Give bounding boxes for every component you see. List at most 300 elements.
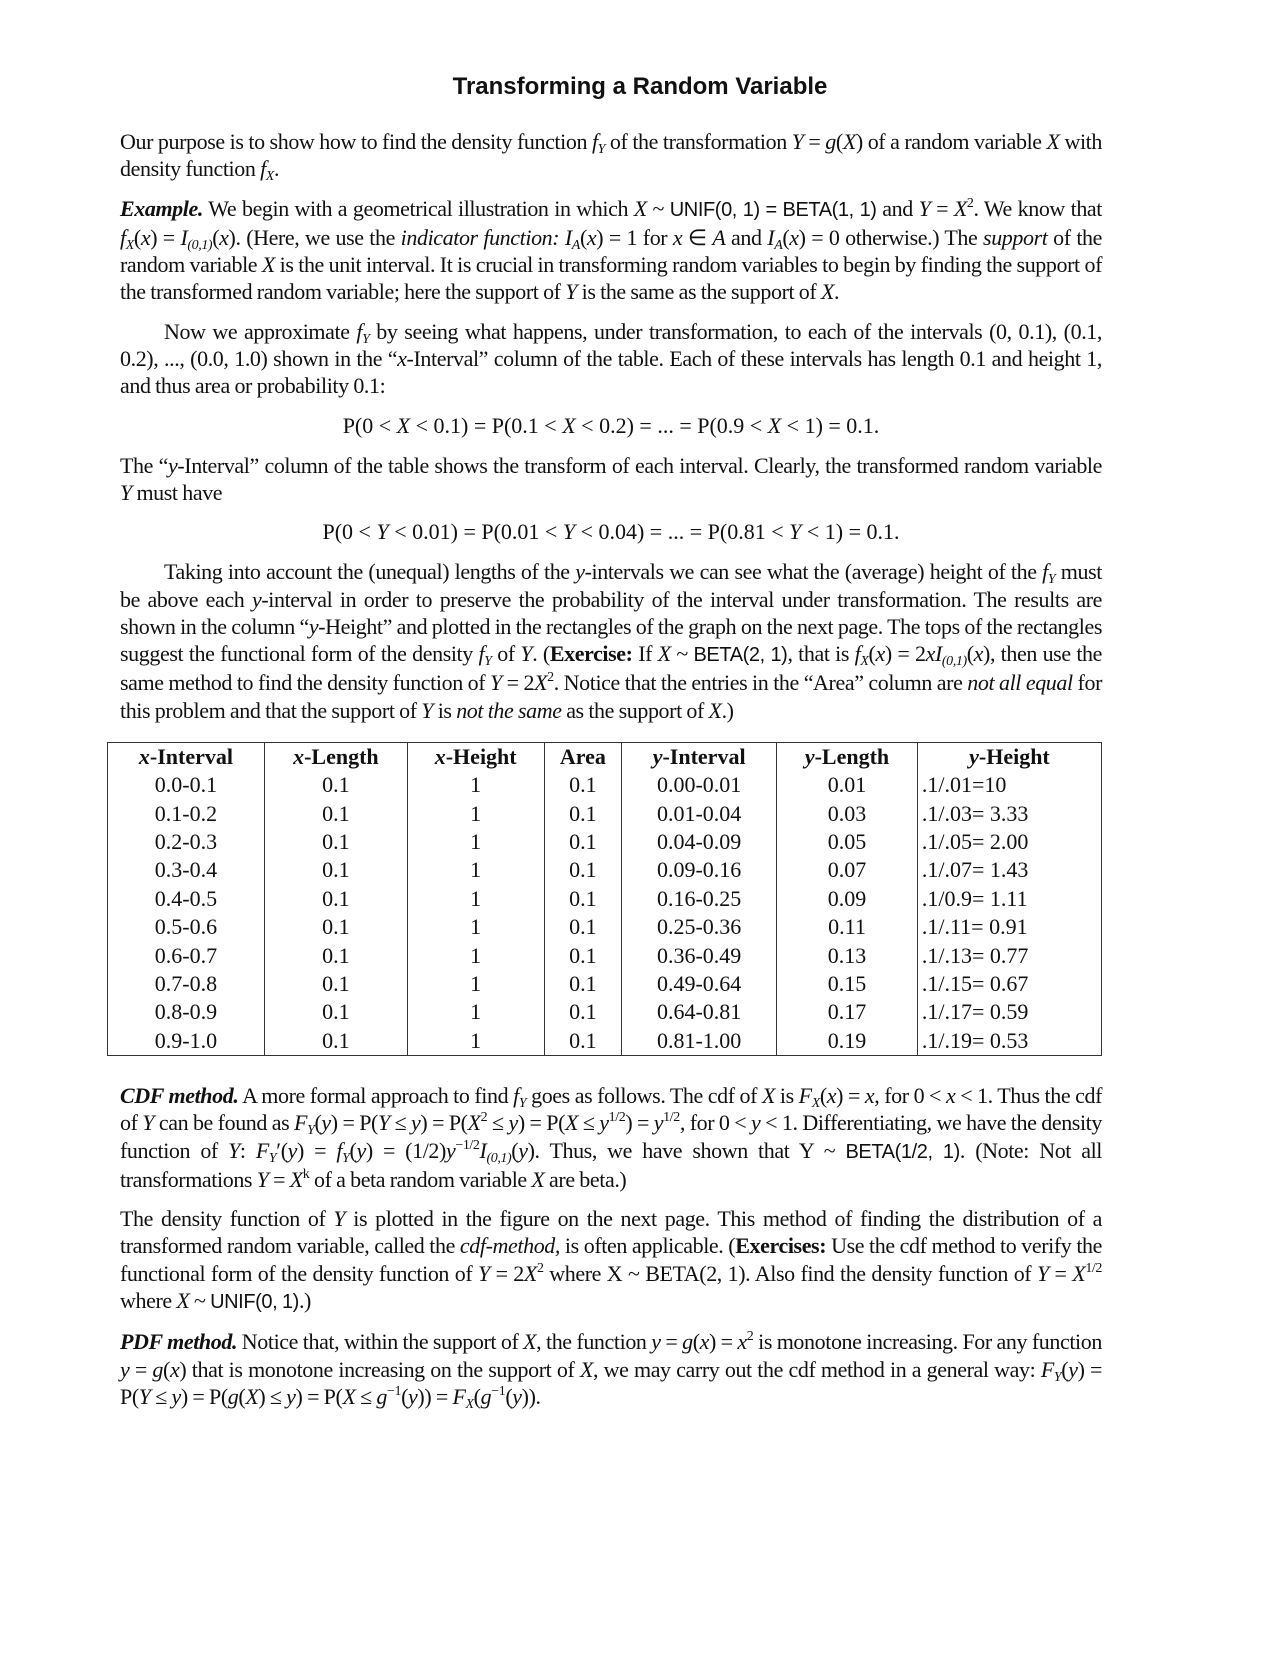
table-cell: 1 — [407, 799, 544, 827]
text-run: k — [302, 1166, 310, 1182]
equation-x-probabilities — [120, 412, 1102, 440]
text-run: X — [761, 1082, 776, 1108]
table-cell: 0.1 — [544, 970, 622, 998]
text-run: X — [534, 670, 548, 696]
column-header: x-Interval — [108, 743, 265, 772]
text-run: . Notice that the entries in the “Area” column are — [553, 670, 968, 696]
text-run: F — [452, 1383, 466, 1409]
text-run: . — [273, 156, 280, 182]
text-run: f — [478, 641, 485, 667]
text-run: F — [798, 1082, 812, 1108]
text-run: ) = — [625, 1110, 654, 1136]
text-run: , for 0 < — [679, 1110, 752, 1136]
text-run: and — [725, 224, 768, 250]
text-run: x — [737, 1329, 747, 1355]
table-cell: 0.5-0.6 — [108, 913, 265, 941]
text-run: . — [833, 279, 840, 305]
text-run: 1/2 — [1085, 1260, 1103, 1276]
text-run: A — [712, 224, 726, 250]
text-run: I — [479, 1137, 487, 1163]
table-cell: 1 — [407, 771, 544, 799]
table-cell: 0.36-0.49 — [622, 941, 777, 969]
table-cell: 0.1 — [264, 885, 407, 913]
text-run: -Height” and plotted in the rectangles of the graph on the next page. The tops of the rectangles suggest the functional form of the density — [120, 613, 1103, 667]
text-run: A — [774, 237, 783, 253]
text-run: is the same as the support of — [577, 279, 821, 305]
text-run: X — [531, 1166, 545, 1192]
table-cell: .1/.03= 3.33 — [917, 799, 1101, 827]
text-run: X — [579, 1356, 593, 1382]
text-run: = — [803, 129, 826, 154]
table-row — [108, 828, 1102, 856]
text-run: 1/2 — [663, 1110, 680, 1126]
text-run: X — [811, 1095, 820, 1111]
table-cell: 0.04-0.09 — [622, 828, 777, 856]
text-run: f — [1042, 559, 1048, 585]
text-run: ≤ — [355, 1383, 377, 1409]
text-run: x — [864, 1082, 875, 1108]
text-run: not the same — [456, 697, 562, 723]
text-run: Y — [342, 1150, 350, 1166]
table-cell: 0.1 — [264, 1027, 407, 1056]
text-run: ( — [835, 129, 843, 154]
text-run: y — [599, 1110, 609, 1136]
table-cell: .1/.17= 0.59 — [917, 998, 1101, 1026]
text-run: Y — [138, 1383, 151, 1409]
text-run: Y — [1036, 1260, 1049, 1286]
text-run: ( — [314, 1110, 322, 1136]
table-cell: 0.1 — [544, 799, 622, 827]
text-run: indicator function: I — [400, 224, 572, 250]
text-run: )) = — [417, 1383, 453, 1409]
table-cell: 0.0-0.1 — [108, 771, 265, 799]
text-run: ) = — [709, 1329, 738, 1355]
text-run: and — [876, 195, 919, 221]
text-run: y — [287, 1137, 298, 1163]
text-run: g — [227, 1383, 239, 1409]
text-run: ( — [349, 1137, 357, 1163]
pdf-method-paragraph — [120, 1328, 1102, 1410]
text-run: f — [120, 224, 126, 250]
text-run: ( — [819, 1082, 827, 1108]
text-run: Taking into account the (unequal) lengths of the — [164, 559, 576, 585]
text-run: Y — [120, 479, 132, 505]
text-run: UNIF(0, 1) = BETA(1, 1) — [669, 198, 877, 221]
text-run: cdf-method, — [459, 1233, 560, 1259]
text-run: X — [562, 412, 576, 438]
heights-paragraph — [120, 558, 1102, 724]
table-cell: 0.1 — [264, 828, 407, 856]
table-cell: 0.1 — [544, 771, 622, 799]
text-run: ) = P( — [295, 1383, 343, 1409]
text-run: is — [775, 1082, 799, 1108]
text-run: must have — [131, 479, 223, 505]
table-cell: 0.15 — [777, 970, 918, 998]
text-run: F — [255, 1137, 269, 1163]
text-run: x — [140, 224, 151, 250]
text-run: 2 — [746, 1329, 754, 1345]
text-run: Y — [377, 1110, 390, 1136]
column-header: y-Interval — [622, 743, 777, 772]
text-run: ( — [238, 1383, 246, 1409]
text-run: y — [508, 1110, 518, 1136]
table-cell: 0.8-0.9 — [108, 998, 265, 1026]
table-cell: 0.64-0.81 — [622, 998, 777, 1026]
text-run: = — [1048, 1260, 1073, 1286]
text-run: < 0.1) = P(0.1 < — [410, 412, 563, 438]
text-run: = 2 — [501, 670, 535, 696]
text-run: ( — [212, 224, 220, 250]
text-run: for this problem and that the support of — [120, 670, 1102, 723]
table-cell: 0.1 — [544, 1027, 622, 1056]
text-run: Now we approximate — [164, 318, 357, 344]
text-run: (0,1) — [486, 1150, 512, 1166]
text-run: y — [411, 1110, 421, 1136]
density-plot-paragraph — [120, 1205, 1102, 1316]
text-run: < 1. Differentiating, we have the density function of — [120, 1110, 1102, 1163]
text-run: , the function — [536, 1329, 652, 1355]
text-run: x — [945, 1082, 956, 1108]
text-run: X — [176, 1288, 190, 1314]
y-interval-paragraph — [120, 452, 1102, 507]
equation-y-probabilities — [120, 518, 1102, 546]
text-run: x — [699, 1329, 710, 1355]
text-run: ≤ — [389, 1110, 412, 1136]
text-run: .) — [298, 1288, 311, 1314]
table-cell: 0.01-0.04 — [622, 799, 777, 827]
text-run: xI — [925, 641, 942, 667]
table-cell: 0.3-0.4 — [108, 856, 265, 884]
table-cell: 0.1 — [264, 799, 407, 827]
text-run: Y — [421, 697, 434, 723]
text-run: < 1. Thus the cdf of — [120, 1082, 1102, 1136]
text-run: Y — [597, 142, 606, 157]
table-cell: 0.4-0.5 — [108, 885, 265, 913]
text-run: A — [571, 237, 580, 253]
text-run: X — [820, 279, 834, 305]
text-run: ) = — [150, 224, 181, 250]
text-run: of the transformation — [605, 129, 792, 154]
text-run: Y — [1053, 1369, 1062, 1385]
text-run: f — [854, 641, 861, 667]
text-run: P(0 < — [342, 412, 397, 438]
table-cell: 1 — [407, 856, 544, 884]
text-run: ′( — [276, 1137, 288, 1163]
text-run: ( — [579, 224, 587, 250]
table-cell: 0.1 — [544, 885, 622, 913]
text-run: -Interval” column of the table. Each of these intervals has length 0.1 and height 1, and thus area or probability 0.1: — [120, 346, 1102, 399]
text-run: 2 — [480, 1110, 488, 1126]
table-row — [108, 941, 1102, 969]
text-run: of — [491, 641, 521, 667]
text-run: We begin with a geometrical illustration in which — [202, 195, 634, 221]
text-run: Y — [142, 1110, 155, 1136]
text-run: ) that is monotone increasing on the support of — [179, 1356, 580, 1382]
text-run: ) ≤ — [258, 1383, 287, 1409]
text-run: UNIF(0, 1) — [210, 1291, 299, 1314]
table-cell: 0.2-0.3 — [108, 828, 265, 856]
text-run: g — [825, 129, 836, 154]
text-run: X — [523, 1260, 537, 1286]
text-run: )). — [521, 1383, 541, 1409]
table-cell: 1 — [407, 998, 544, 1026]
text-run: ). Thus, we have shown that Y ~ — [527, 1137, 846, 1163]
table-cell: 1 — [407, 941, 544, 969]
table-cell: 0.1 — [544, 828, 622, 856]
text-run: ) = P( — [330, 1110, 378, 1136]
text-run: -Interval” column of the table shows the transform of each interval. Clearly, the transformed random variable — [177, 452, 1103, 478]
table-cell: 0.81-1.00 — [622, 1027, 777, 1056]
text-run: = 2 — [489, 1260, 524, 1286]
text-run: < 0.01) = P(0.01 < — [388, 519, 563, 545]
approximation-paragraph — [120, 318, 1102, 400]
text-run: < 1) = 0.1. — [781, 412, 880, 438]
text-run: is the unit interval. It is crucial in transforming random variables to begin by finding the support of the transformed random variable; here the support of — [120, 252, 1102, 305]
text-run: ) = P( — [517, 1110, 566, 1136]
text-run: Y — [333, 1206, 346, 1232]
table-row — [108, 1027, 1102, 1056]
column-header: y-Height — [917, 743, 1101, 772]
text-run: ( — [692, 1329, 700, 1355]
text-run: y — [408, 1383, 418, 1409]
text-run: X — [467, 1110, 481, 1136]
text-run: y — [321, 1110, 331, 1136]
table-cell: 0.1 — [544, 941, 622, 969]
text-run: ) = (1/2) — [365, 1137, 446, 1163]
text-run: 1/2 — [608, 1110, 626, 1126]
text-run: PDF method. — [120, 1329, 238, 1355]
table-cell: .1/.19= 0.53 — [917, 1027, 1101, 1056]
text-run: ≤ — [150, 1383, 172, 1409]
text-run: 2 — [536, 1260, 544, 1276]
text-run: = — [129, 1356, 153, 1382]
text-run: The “ — [120, 452, 168, 478]
text-run: BETA(1/2, 1) — [845, 1140, 960, 1163]
table-cell: .1/.01=10 — [917, 771, 1101, 799]
table-cell: 0.16-0.25 — [622, 885, 777, 913]
text-run: y — [356, 1137, 366, 1163]
text-run: y — [653, 1110, 664, 1136]
text-run: ( — [966, 641, 974, 667]
text-run: ~ — [189, 1288, 211, 1314]
text-run: ), then use the same method to find the density function of — [120, 641, 1102, 696]
text-run: ( — [163, 1356, 170, 1382]
table-row — [108, 885, 1102, 913]
table-cell: 0.05 — [777, 828, 918, 856]
text-run: X — [708, 697, 722, 723]
text-run: 2 — [547, 670, 554, 686]
text-run: Y — [228, 1137, 240, 1163]
text-run: X — [633, 195, 647, 221]
text-run: ( — [505, 1383, 513, 1409]
text-run: y — [167, 452, 178, 478]
text-run: y — [445, 1137, 456, 1163]
text-run: y — [286, 1383, 296, 1409]
text-run: can be found as — [154, 1110, 295, 1136]
text-run: X — [523, 1329, 537, 1355]
text-run: not all equal — [967, 670, 1073, 696]
text-run: . ( — [532, 641, 550, 667]
text-run: Use the cdf method to verify the functional form of the density function of — [120, 1233, 1102, 1286]
example-paragraph — [120, 195, 1102, 306]
table-cell: 1 — [407, 828, 544, 856]
text-run: y — [1068, 1356, 1078, 1382]
text-run: y — [171, 1383, 181, 1409]
text-run: = — [268, 1166, 290, 1192]
text-run: < 1) = 0.1. — [801, 519, 900, 545]
table-cell: 0.7-0.8 — [108, 970, 265, 998]
table-row — [108, 856, 1102, 884]
text-run: y — [512, 1383, 522, 1409]
table-cell: 0.6-0.7 — [108, 941, 265, 969]
text-run: y — [251, 586, 262, 612]
text-run: ) = 0 otherwise.) The — [798, 224, 984, 250]
text-run: ( — [868, 641, 876, 667]
text-run: = — [660, 1329, 683, 1355]
table-row — [108, 998, 1102, 1026]
text-run: ≤ — [578, 1110, 600, 1136]
table-cell: .1/0.9= 1.11 — [917, 885, 1101, 913]
text-run: Y — [478, 1260, 490, 1286]
text-run: x — [789, 224, 799, 250]
text-run: x — [219, 224, 229, 250]
table-row — [108, 799, 1102, 827]
text-run: x — [672, 224, 683, 250]
table-cell: 0.03 — [777, 799, 918, 827]
text-run: X — [125, 237, 134, 253]
table-body — [108, 771, 1102, 1055]
text-run: X — [860, 654, 869, 670]
text-run: Y — [565, 279, 578, 305]
text-run: (0,1) — [941, 654, 967, 670]
text-run: The density function of — [120, 1206, 334, 1232]
text-run: (0,1) — [187, 237, 213, 253]
text-run: -intervals we can see what the (average) height of the — [584, 559, 1043, 585]
text-run: x — [826, 1082, 837, 1108]
document-title: Transforming a Random Variable — [452, 73, 828, 100]
text-run: ( — [133, 224, 141, 250]
interval-table — [107, 742, 1102, 1056]
text-run: Y — [520, 641, 533, 667]
text-run: x — [973, 641, 984, 667]
text-run: , for 0 < — [874, 1082, 946, 1108]
text-run: F — [294, 1110, 308, 1136]
text-run: g — [682, 1329, 693, 1355]
table-cell: 0.13 — [777, 941, 918, 969]
text-run: is monotone increasing. For any function — [753, 1329, 1102, 1355]
text-run: x — [397, 346, 407, 372]
text-run: x — [875, 641, 885, 667]
text-run: is — [433, 697, 457, 723]
table-cell: 0.11 — [777, 913, 918, 941]
intro-paragraph — [120, 128, 1102, 183]
table-cell: .1/.15= 0.67 — [917, 970, 1101, 998]
table-cell: 0.00-0.01 — [622, 771, 777, 799]
text-run: ∈ — [682, 224, 713, 250]
table-cell: 0.09-0.16 — [622, 856, 777, 884]
text-run: goes as follows. The cdf of — [526, 1082, 762, 1108]
text-run: Y — [791, 129, 804, 154]
text-run: of the random variable — [120, 224, 1102, 278]
text-run: ) = — [836, 1082, 865, 1108]
text-run: Y — [484, 654, 492, 670]
text-run: by seeing what happens, under transformation, to each of the intervals (0, 0.1), (0.1, 0.2), ..., (0.0, 1.0) shown in the “ — [120, 318, 1102, 372]
table-cell: 0.25-0.36 — [622, 913, 777, 941]
text-run: ≤ — [487, 1110, 509, 1136]
text-run: I — [767, 224, 775, 250]
cdf-method-paragraph — [120, 1082, 1102, 1193]
text-run: Exercises: — [735, 1233, 827, 1259]
table-cell: 0.1 — [544, 856, 622, 884]
text-run: , we may carry out the cdf method in a general way: — [593, 1356, 1041, 1382]
table-cell: .1/.11= 0.91 — [917, 913, 1101, 941]
table-cell: 1 — [407, 913, 544, 941]
text-run: g — [480, 1383, 492, 1409]
table-cell: 0.1 — [264, 771, 407, 799]
column-header: x-Height — [407, 743, 544, 772]
text-run: y — [651, 1329, 661, 1355]
text-run: are beta.) — [544, 1166, 627, 1192]
text-run: X — [261, 252, 275, 278]
text-run: P(0 < — [322, 519, 377, 545]
column-header: y-Length — [777, 743, 918, 772]
text-run: −1 — [491, 1383, 506, 1399]
table-cell: 0.1 — [544, 998, 622, 1026]
text-run: Y — [376, 519, 389, 545]
text-run: . We know that — [973, 195, 1103, 221]
table-cell: .1/.13= 0.77 — [917, 941, 1101, 969]
text-run: X — [342, 1383, 356, 1409]
table-cell: 0.17 — [777, 998, 918, 1026]
text-run: y — [518, 1137, 528, 1163]
column-header: Area — [544, 743, 622, 772]
table-cell: 0.09 — [777, 885, 918, 913]
table-cell: 0.9-1.0 — [108, 1027, 265, 1056]
text-run: X — [1072, 1260, 1086, 1286]
table-cell: 0.1-0.2 — [108, 799, 265, 827]
text-run: ( — [1061, 1356, 1069, 1382]
text-run: ) of a random variable — [855, 129, 1047, 154]
text-run: BETA(2, 1) — [693, 644, 788, 667]
text-run: ) = 2 — [884, 641, 926, 667]
text-run: X — [245, 1383, 259, 1409]
text-run: ~ — [670, 641, 694, 667]
text-run: X — [396, 412, 411, 438]
text-run: is plotted in the figure on the next page. This method of finding the distribution of a transformed random variable, called the — [120, 1206, 1102, 1259]
text-run: X — [465, 1396, 474, 1412]
text-run: -interval in order to preserve the probability of the interval under transformation. The results are shown in the column “ — [120, 586, 1102, 639]
text-run: ( — [511, 1137, 519, 1163]
text-run: Y — [256, 1166, 269, 1192]
table-cell: 1 — [407, 1027, 544, 1056]
text-run: ) = P( — [120, 1356, 1103, 1409]
text-run: Y — [789, 519, 802, 545]
text-run: support — [983, 224, 1048, 250]
text-run: A more formal approach to find — [238, 1082, 514, 1108]
text-run: ~ — [646, 195, 670, 221]
table-cell: 0.49-0.64 — [622, 970, 777, 998]
text-run: Y — [1047, 572, 1056, 588]
text-run: f — [356, 318, 363, 344]
text-run: ( — [782, 224, 790, 250]
table-cell: 0.19 — [777, 1027, 918, 1056]
table-cell: 0.1 — [264, 941, 407, 969]
text-run: X — [565, 1110, 579, 1136]
text-run: X — [767, 412, 782, 438]
table-row — [108, 913, 1102, 941]
text-run: x — [586, 224, 597, 250]
text-run: where — [120, 1288, 177, 1314]
